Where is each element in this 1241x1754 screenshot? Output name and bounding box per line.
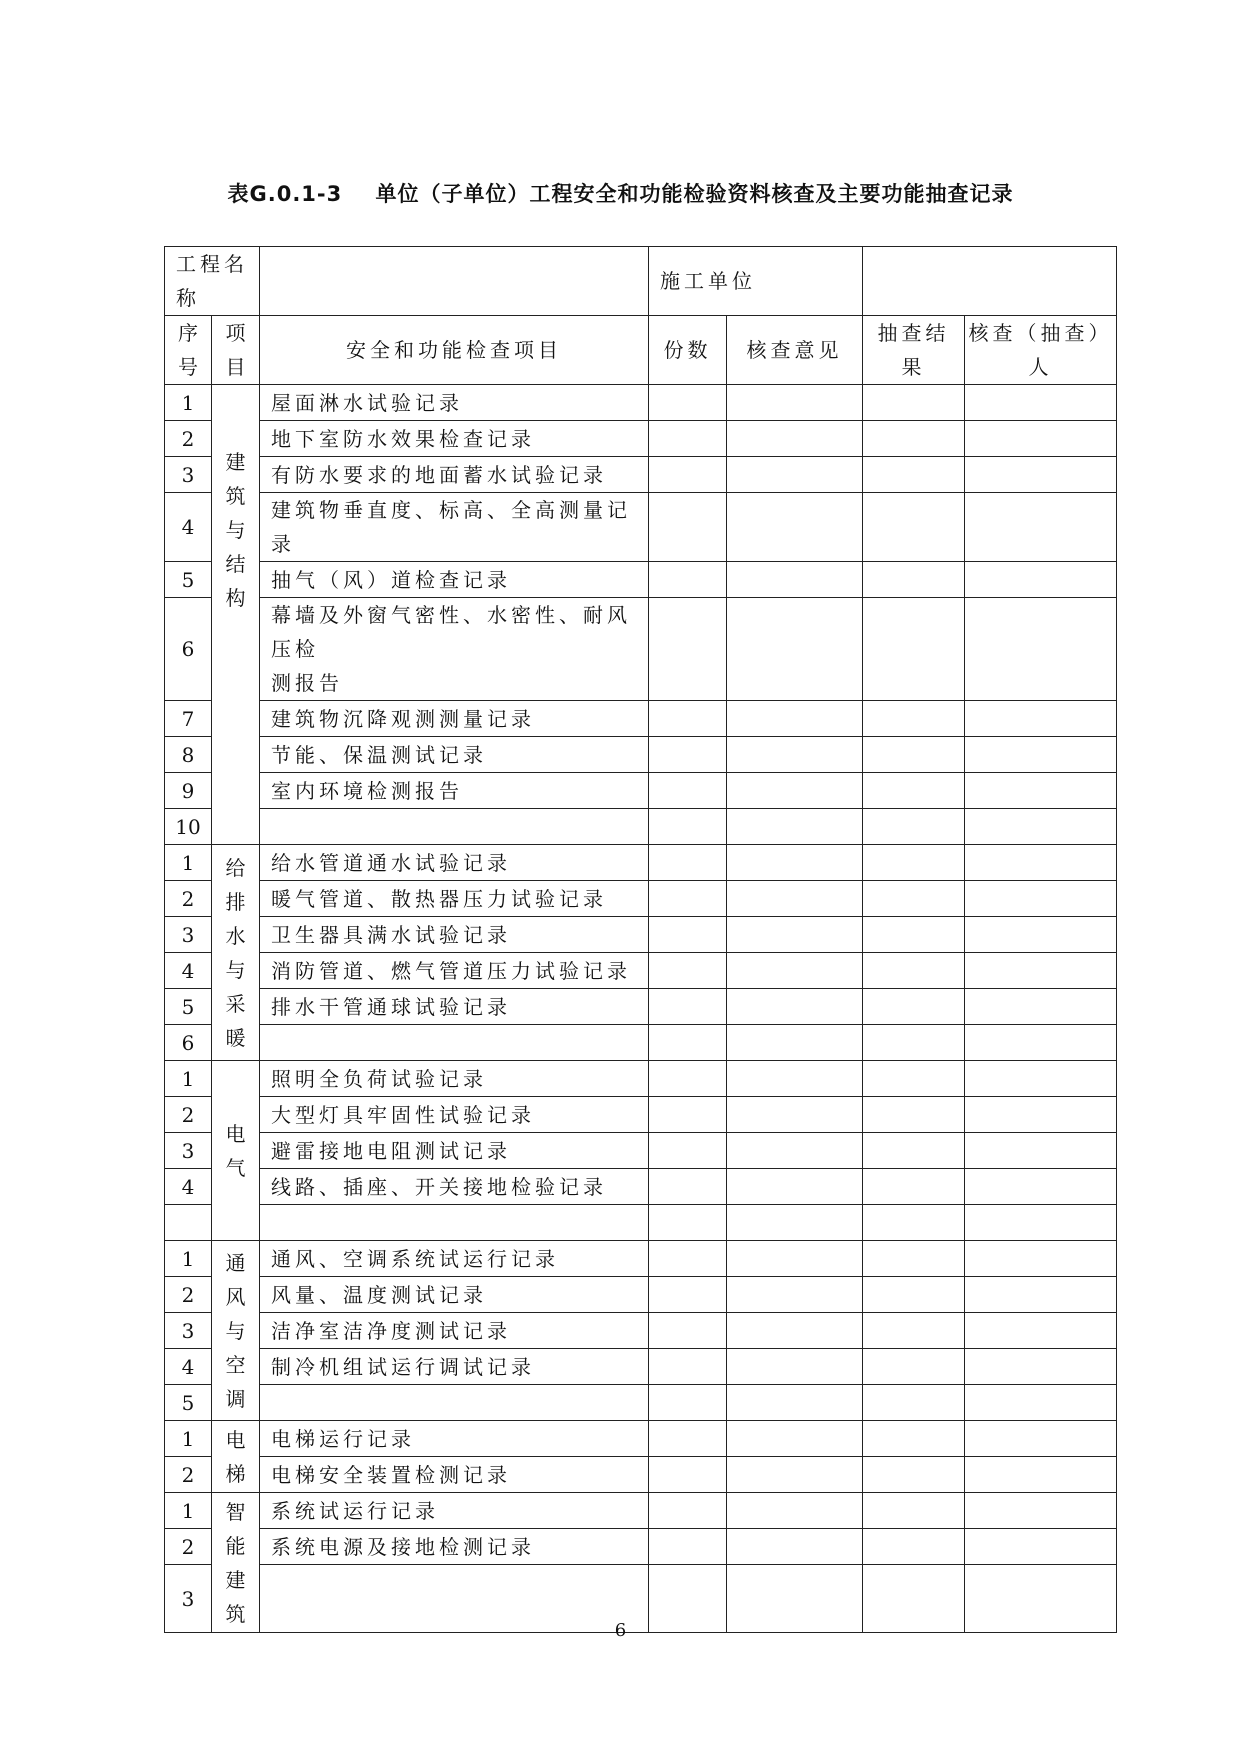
opinion-cell [727, 1241, 863, 1277]
result-cell [863, 953, 965, 989]
check-item: 排水干管通球试验记录 [260, 989, 649, 1025]
page-number: 6 [614, 1620, 627, 1641]
row-number: 4 [165, 493, 212, 562]
opinion-cell [727, 385, 863, 421]
opinion-cell [727, 1421, 863, 1457]
table-row [165, 385, 1117, 421]
row-number: 3 [165, 917, 212, 953]
opinion-cell [727, 1529, 863, 1565]
check-item: 节能、保温测试记录 [260, 737, 649, 773]
row-number: 2 [165, 1457, 212, 1493]
checker-cell [965, 1205, 1117, 1241]
table-row [165, 953, 1117, 989]
category-char: 构 [225, 586, 246, 610]
checker-cell [965, 881, 1117, 917]
check-item: 给水管道通水试验记录 [260, 845, 649, 881]
opinion-cell [727, 1349, 863, 1385]
check-item [260, 809, 649, 845]
result-cell [863, 598, 965, 701]
opinion-cell [727, 773, 863, 809]
check-item: 有防水要求的地面蓄水试验记录 [260, 457, 649, 493]
result-cell [863, 1493, 965, 1529]
copies-cell [649, 493, 727, 562]
table-row [165, 1493, 1117, 1529]
row-number: 3 [165, 457, 212, 493]
copies-cell [649, 737, 727, 773]
row-number [165, 1205, 212, 1241]
category-char: 建 [225, 1567, 246, 1592]
check-item: 地下室防水效果检查记录 [260, 421, 649, 457]
result-cell [863, 1097, 965, 1133]
checker-cell [965, 1349, 1117, 1385]
check-item [260, 1025, 649, 1061]
table-row [165, 1097, 1117, 1133]
result-cell [863, 737, 965, 773]
header-opinion: 核查意见 [727, 316, 863, 385]
category-elevator [212, 1421, 260, 1493]
opinion-cell [727, 1133, 863, 1169]
category-char: 通 [225, 1250, 246, 1275]
checker-cell [965, 1457, 1117, 1493]
opinion-cell [727, 917, 863, 953]
row-number: 1 [165, 845, 212, 881]
table-row [165, 493, 1117, 562]
checker-cell [965, 421, 1117, 457]
header-seq: 序 号 [165, 316, 212, 385]
opinion-cell [727, 1205, 863, 1241]
table-row [165, 1385, 1117, 1421]
table-row [165, 989, 1117, 1025]
header-category: 项 目 [212, 316, 260, 385]
row-number: 3 [165, 1313, 212, 1349]
checker-cell [965, 1133, 1117, 1169]
opinion-cell [727, 845, 863, 881]
checker-cell [965, 1493, 1117, 1529]
copies-cell [649, 1205, 727, 1241]
result-cell [863, 1457, 965, 1493]
check-item: 照明全负荷试验记录 [260, 1061, 649, 1097]
category-char: 能 [225, 1533, 246, 1558]
check-item: 电梯安全装置检测记录 [260, 1457, 649, 1493]
check-item: 线路、插座、开关接地检验记录 [260, 1169, 649, 1205]
checker-cell [965, 1421, 1117, 1457]
table-row [165, 701, 1117, 737]
table-row [165, 773, 1117, 809]
result-cell [863, 845, 965, 881]
category-char: 与 [225, 1318, 246, 1343]
copies-cell [649, 701, 727, 737]
category-char: 排 [225, 889, 246, 914]
copies-cell [649, 385, 727, 421]
table-row [165, 737, 1117, 773]
row-number: 5 [165, 562, 212, 598]
category-char: 采 [225, 991, 246, 1016]
row-number: 1 [165, 1493, 212, 1529]
header-checker: 核查（抽查） 人 [965, 316, 1117, 385]
checker-cell [965, 989, 1117, 1025]
contractor-label: 施工单位 [649, 247, 863, 316]
copies-cell [649, 1421, 727, 1457]
result-cell [863, 1205, 965, 1241]
row-number: 3 [165, 1565, 212, 1633]
checker-cell [965, 1025, 1117, 1061]
row-number: 4 [165, 1169, 212, 1205]
result-cell [863, 493, 965, 562]
copies-cell [649, 845, 727, 881]
copies-cell [649, 562, 727, 598]
checker-cell [965, 845, 1117, 881]
header-copies: 份数 [649, 316, 727, 385]
category-building [212, 385, 260, 845]
row-number: 3 [165, 1133, 212, 1169]
opinion-cell [727, 598, 863, 701]
copies-cell [649, 1385, 727, 1421]
category-char: 暖 [225, 1025, 246, 1050]
checker-cell [965, 1529, 1117, 1565]
category-smart [212, 1493, 260, 1633]
opinion-cell [727, 1025, 863, 1061]
checker-cell [965, 493, 1117, 562]
table-row [165, 1349, 1117, 1385]
row-number: 7 [165, 701, 212, 737]
check-item: 室内环境检测报告 [260, 773, 649, 809]
row-number: 2 [165, 1277, 212, 1313]
copies-cell [649, 917, 727, 953]
checker-cell [965, 457, 1117, 493]
row-number: 1 [165, 1241, 212, 1277]
result-cell [863, 1529, 965, 1565]
result-cell [863, 1349, 965, 1385]
table-row [165, 1529, 1117, 1565]
opinion-cell [727, 562, 863, 598]
contractor-value [863, 247, 1117, 316]
copies-cell [649, 881, 727, 917]
table-row [165, 1133, 1117, 1169]
opinion-cell [727, 493, 863, 562]
result-cell [863, 1025, 965, 1061]
table-row [165, 1061, 1117, 1097]
copies-cell [649, 989, 727, 1025]
checker-cell [965, 737, 1117, 773]
checker-cell [965, 1061, 1117, 1097]
check-item [260, 1205, 649, 1241]
opinion-cell [727, 421, 863, 457]
row-number: 6 [165, 598, 212, 701]
result-cell [863, 1241, 965, 1277]
table-row [165, 1421, 1117, 1457]
check-item: 电梯运行记录 [260, 1421, 649, 1457]
result-cell [863, 1313, 965, 1349]
copies-cell [649, 1241, 727, 1277]
result-cell [863, 421, 965, 457]
check-item: 卫生器具满水试验记录 [260, 917, 649, 953]
check-item-line: 测报告 [271, 671, 343, 695]
copies-cell [649, 1061, 727, 1097]
check-item: 建筑物沉降观测测量记录 [260, 701, 649, 737]
table-row [165, 1241, 1117, 1277]
table-row [165, 809, 1117, 845]
category-char: 气 [225, 1155, 246, 1180]
check-item: 系统电源及接地检测记录 [260, 1529, 649, 1565]
project-info-row [165, 247, 1117, 316]
row-number: 4 [165, 1349, 212, 1385]
opinion-cell [727, 701, 863, 737]
result-cell [863, 917, 965, 953]
copies-cell [649, 1349, 727, 1385]
row-number: 2 [165, 1529, 212, 1565]
category-char: 梯 [225, 1461, 246, 1486]
row-number: 4 [165, 953, 212, 989]
check-item: 通风、空调系统试运行记录 [260, 1241, 649, 1277]
checker-cell [965, 1313, 1117, 1349]
table-row [165, 881, 1117, 917]
table-row [165, 845, 1117, 881]
row-number: 2 [165, 1097, 212, 1133]
check-item: 建筑物垂直度、标高、全高测量记录 [260, 493, 649, 562]
category-hvac [212, 1241, 260, 1421]
row-number: 2 [165, 881, 212, 917]
checker-cell [965, 1241, 1117, 1277]
opinion-cell [727, 953, 863, 989]
result-cell [863, 1133, 965, 1169]
check-item-line: 幕墙及外窗气密性、水密性、耐风压检 [271, 603, 631, 661]
row-number: 2 [165, 421, 212, 457]
inspection-record-table [164, 246, 1117, 1633]
copies-cell [649, 1529, 727, 1565]
result-cell [863, 773, 965, 809]
result-cell [863, 1277, 965, 1313]
table-row [165, 1457, 1117, 1493]
copies-cell [649, 1097, 727, 1133]
check-item: 大型灯具牢固性试验记录 [260, 1097, 649, 1133]
category-char: 结 [225, 552, 246, 576]
row-number: 10 [165, 809, 212, 845]
copies-cell [649, 953, 727, 989]
opinion-cell [727, 1457, 863, 1493]
row-number: 6 [165, 1025, 212, 1061]
result-cell [863, 701, 965, 737]
row-number: 9 [165, 773, 212, 809]
opinion-cell [727, 1493, 863, 1529]
category-char: 给 [225, 855, 246, 880]
category-char: 智 [225, 1499, 246, 1524]
category-electrical [212, 1061, 260, 1241]
project-name-value [260, 247, 649, 316]
check-item [260, 1385, 649, 1421]
checker-cell [965, 562, 1117, 598]
opinion-cell [727, 881, 863, 917]
copies-cell [649, 1133, 727, 1169]
table-row [165, 1169, 1117, 1205]
category-char: 建 [225, 450, 246, 474]
table-row [165, 562, 1117, 598]
table-row [165, 1205, 1117, 1241]
result-cell [863, 385, 965, 421]
opinion-cell [727, 1169, 863, 1205]
category-char: 风 [225, 1284, 246, 1309]
result-cell [863, 881, 965, 917]
table-row [165, 1277, 1117, 1313]
category-plumbing [212, 845, 260, 1061]
category-char: 电 [225, 1427, 246, 1452]
category-char: 筑 [225, 484, 246, 508]
opinion-cell [727, 1385, 863, 1421]
row-number: 5 [165, 1385, 212, 1421]
category-char: 调 [225, 1386, 246, 1411]
check-item: 屋面淋水试验记录 [260, 385, 649, 421]
table-row [165, 917, 1117, 953]
category-char: 电 [225, 1121, 246, 1146]
category-char: 水 [225, 923, 246, 948]
opinion-cell [727, 1061, 863, 1097]
result-cell [863, 1421, 965, 1457]
opinion-cell [727, 989, 863, 1025]
checker-cell [965, 1277, 1117, 1313]
header-row [165, 316, 1117, 385]
header-result: 抽查结 果 [863, 316, 965, 385]
check-item: 制冷机组试运行调试记录 [260, 1349, 649, 1385]
checker-cell [965, 917, 1117, 953]
checker-cell [965, 809, 1117, 845]
check-item: 系统试运行记录 [260, 1493, 649, 1529]
copies-cell [649, 1169, 727, 1205]
copies-cell [649, 1025, 727, 1061]
category-char: 与 [225, 518, 246, 542]
row-number: 1 [165, 385, 212, 421]
check-item: 洁净室洁净度测试记录 [260, 1313, 649, 1349]
checker-cell [965, 953, 1117, 989]
opinion-cell [727, 737, 863, 773]
row-number: 8 [165, 737, 212, 773]
table-row [165, 1313, 1117, 1349]
checker-cell [965, 1097, 1117, 1133]
opinion-cell [727, 1313, 863, 1349]
copies-cell [649, 809, 727, 845]
check-item: 风量、温度测试记录 [260, 1277, 649, 1313]
check-item: 抽气（风）道检查记录 [260, 562, 649, 598]
checker-cell [965, 598, 1117, 701]
check-item [260, 598, 649, 701]
opinion-cell [727, 809, 863, 845]
result-cell [863, 1385, 965, 1421]
category-char: 空 [225, 1352, 246, 1377]
opinion-cell [727, 1277, 863, 1313]
checker-cell [965, 385, 1117, 421]
check-item: 暖气管道、散热器压力试验记录 [260, 881, 649, 917]
checker-cell [965, 773, 1117, 809]
category-char: 筑 [225, 1601, 246, 1626]
copies-cell [649, 1493, 727, 1529]
table-row [165, 457, 1117, 493]
opinion-cell [727, 457, 863, 493]
table-row [165, 1025, 1117, 1061]
category-char: 与 [225, 957, 246, 982]
checker-cell [965, 1385, 1117, 1421]
check-item: 消防管道、燃气管道压力试验记录 [260, 953, 649, 989]
result-cell [863, 457, 965, 493]
result-cell [863, 1169, 965, 1205]
result-cell [863, 562, 965, 598]
row-number: 5 [165, 989, 212, 1025]
copies-cell [649, 598, 727, 701]
header-item: 安全和功能检查项目 [260, 316, 649, 385]
project-name-label: 工程名称 [165, 247, 260, 316]
result-cell [863, 809, 965, 845]
row-number: 1 [165, 1061, 212, 1097]
checker-cell [965, 1169, 1117, 1205]
copies-cell [649, 1277, 727, 1313]
copies-cell [649, 457, 727, 493]
page-title: 表G.0.1-3 单位（子单位）工程安全和功能检验资料核查及主要功能抽查记录 [227, 182, 1014, 206]
opinion-cell [727, 1097, 863, 1133]
copies-cell [649, 773, 727, 809]
row-number: 1 [165, 1421, 212, 1457]
table-row [165, 598, 1117, 701]
check-item: 避雷接地电阻测试记录 [260, 1133, 649, 1169]
result-cell [863, 989, 965, 1025]
copies-cell [649, 1457, 727, 1493]
checker-cell [965, 701, 1117, 737]
copies-cell [649, 1313, 727, 1349]
result-cell [863, 1061, 965, 1097]
copies-cell [649, 421, 727, 457]
table-row [165, 421, 1117, 457]
